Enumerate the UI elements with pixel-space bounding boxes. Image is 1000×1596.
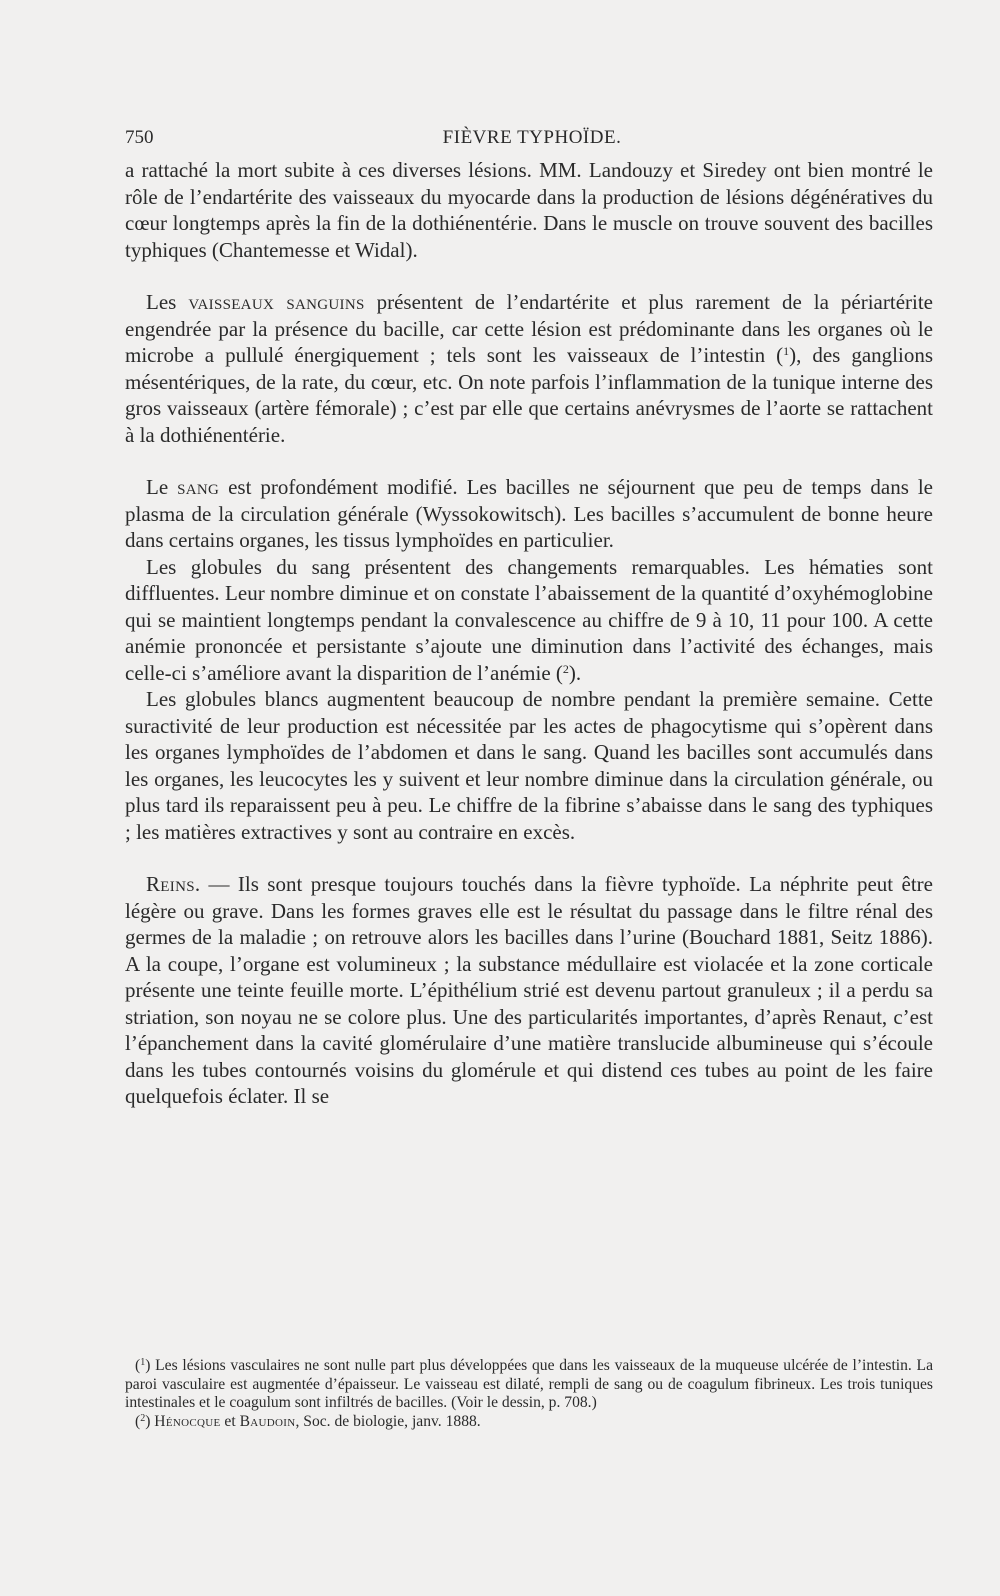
paragraph-text: est profondément modifié. Les bacilles ne séjournent que peu de temps dans le plasma de la circulation générale (Wyssokowitsch). Les bacilles s’accumulent de bonne heure dans certains organes, les tissus lymphoïdes en particulier.: [125, 475, 933, 552]
page-number: 750: [125, 127, 154, 148]
footnote-1: ($^1$) Les lésions vasculaires ne sont nulle part plus développées que dans les vaisseaux de la muqueuse ulcérée de l’intestin. La paroi vasculaire est augmentée d’épaisseur. Le vaisseau est dilaté, rempli de sang ou de coagulum fibrineux. Les trois tuniques intestinales et le coagulum sont infiltrés de bacilles. (Voir le dessin, p. 708.): [125, 1357, 933, 1411]
paragraph-text: Les globules du sang présentent des changements remarquables. Les hématies sont diffluentes. Leur nombre diminue et on constate l’abaissement de la quantité d’oxyhémoglobine qui se maintient longtemps pendant la convalescence au chiffre de 9 à 10, 11 pour 100. A cette anémie prononcée et persistante s’ajoute une diminution dans l’activité des échanges, mais celle-ci s’améliore avant la disparition de l’anémie (: [125, 554, 933, 685]
footnote-text: et: [220, 1412, 240, 1430]
footnote-2: ($^2$) Hénocque et Baudoin, Soc. de biologie, janv. 1888.: [135, 1412, 481, 1430]
paragraph-lead: Les: [146, 290, 189, 314]
footnote-ref-2: 2: [562, 661, 569, 676]
section-term-sang: sang: [177, 475, 220, 499]
paragraph-myocarde: [125, 157, 933, 263]
footnote-mark: 1: [140, 1357, 146, 1368]
paragraph-text: a rattaché la mort subite à ces diverses lésions. MM. Landouzy et Siredey ont bien montré le rôle de l’endartérite des vaisseaux du myocarde dans la production de lésions dégénératives du cœur longtemps après la fin de la dothiénentérie. Dans le muscle on trouve souvent des bacilles typhiques (Chantemesse et Widal).: [125, 158, 933, 262]
paragraph-text: présentent de l’endartérite et plus rarement de la périartérite engendrée par la présence du bacille, car cette lésion est prédominante dans les organes où le microbe a pullulé énergiquement ; tels sont les vaisseaux de l’intestin (: [125, 290, 933, 367]
footnote-author: Baudoin: [239, 1412, 296, 1430]
paragraph-text: ), des ganglions mésentériques, de la rate, du cœur, etc. On note parfois l’inflammation de la tunique interne des gros vaisseaux (artère fémorale) ; c’est par elle que certains anévrysmes de l’aorte se rattachent à la dothiénentérie.: [125, 343, 933, 447]
paragraph-globules-blancs: [125, 686, 933, 845]
paragraph-globules: [125, 554, 933, 687]
footnote-ref-1: 1: [783, 344, 790, 358]
paragraph-text: . — Ils sont presque toujours touchés dans la fièvre typhoïde. La néphrite peut être légère ou grave. Dans les formes graves elle est le résultat du passage dans le filtre rénal des germes de la maladie ; on retrouve alors les bacilles dans l’urine (Bouchard 1881, Seitz 1886). A la coupe, l’organe est volumineux ; la substance médullaire est violacée et la zone corticale présente une teinte feuille morte. L’épithélium strié est devenu partout granuleux ; il a perdu sa striation, son noyau ne se colore plus. Une des particularités importantes, d’après Renaut, c’est l’épanchement dans la cavité glomérulaire d’une matière translucide albumineuse qui s’écoule dans les tubes contournés voisins du glomérule et qui distend ces tubes au point de les faire quelquefois éclater. Il se: [125, 872, 933, 1108]
page-header: [125, 127, 933, 153]
footnote-mark: 2: [140, 1412, 146, 1424]
paragraph-sang: [125, 474, 933, 554]
running-title: FIÈVRE TYPHOÏDE.: [442, 127, 622, 148]
paragraph-reins: [125, 871, 933, 1110]
footnotes: [125, 1357, 933, 1431]
section-term-reins: Reins: [146, 872, 195, 896]
paragraph-lead: Le: [146, 475, 178, 499]
footnote-text: , Soc. de biologie, janv. 1888.: [295, 1412, 481, 1430]
footnote-author: Hénocque: [154, 1412, 221, 1430]
section-term-vaisseaux: vaisseaux sanguins: [188, 290, 365, 314]
footnote-text: Les lésions vasculaires ne sont nulle part plus développées que dans les vaisseaux de la muqueuse ulcérée de l’intestin. La paroi vasculaire est augmentée d’épaisseur. Le vaisseau est dilaté, rempli de sang ou de coagulum fibrineux. Les trois tuniques intestinales et le coagulum sont infiltrés de bacilles. (Voir le dessin, p. 708.): [125, 1357, 933, 1411]
paragraph-text: Les globules blancs augmentent beaucoup de nombre pendant la première semaine. Cette suractivité de leur production est nécessitée par les actes de phagocytisme qui s’opèrent dans les organes lymphoïdes de l’abdomen et dans le sang. Quand les bacilles sont accumulés dans les organes, les leucocytes les y suivent et leur nombre diminue dans la circulation générale, ou plus tard ils reparaissent peu à peu. Le chiffre de la fibrine s’abaisse dans le sang des typhiques ; les matières extractives y sont au contraire en excès.: [125, 687, 933, 844]
body-text: [125, 157, 933, 1110]
paragraph-vaisseaux-sanguins: [125, 289, 933, 448]
paragraph-text: ).: [568, 660, 582, 685]
